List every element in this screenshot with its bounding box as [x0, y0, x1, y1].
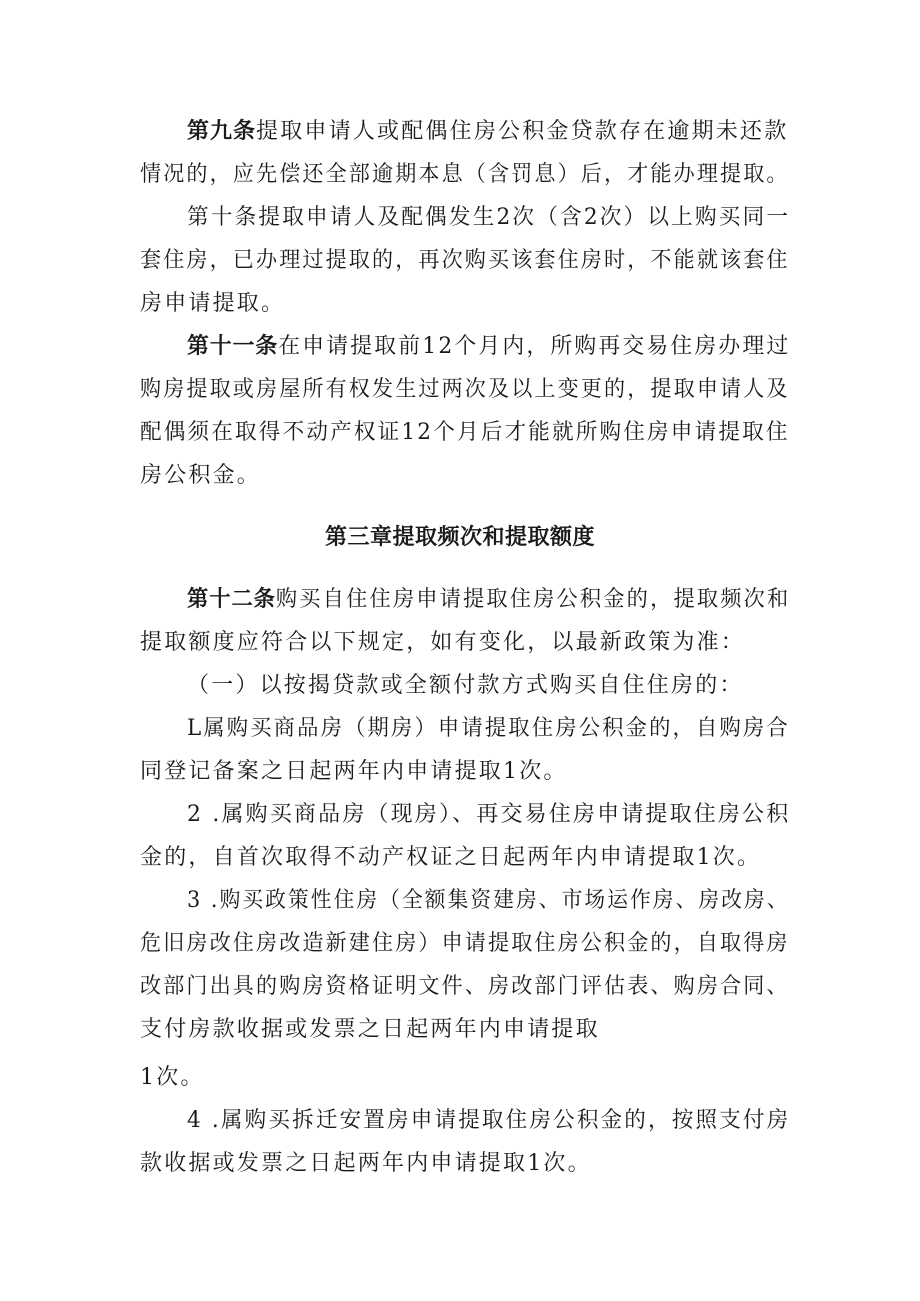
item-3-line-3: 改部门出具的购房资格证明文件、房改部门评估表、购房合同、 [140, 974, 790, 999]
article-11-line-2: 购房提取或房屋所有权发生过两次及以上变更的，提取申请人及 [140, 377, 790, 402]
item-3-line-2: 危旧房改住房改造新建住房）申请提取住房公积金的，自取得房 [140, 931, 790, 956]
item-a-line: （一）以按揭贷款或全额付款方式购买自住住房的： [187, 673, 744, 698]
article-9-label: 第九条 [187, 119, 257, 144]
article-12-text-1: 购买自住住房申请提取住房公积金的，提取频次和 [275, 587, 791, 612]
item-1-line-1: L属购买商品房（期房）申请提取住房公积金的，自购房合 [187, 716, 790, 741]
article-11-text-1: 在申请提取前12个月内，所购再交易住房办理过 [278, 334, 791, 359]
item-1-line-2: 同登记备案之日起两年内申请提取1次。 [140, 759, 568, 784]
item-3-line-1: 3 .购买政策性住房（全额集资建房、市场运作房、房改房、 [187, 888, 790, 913]
article-9-text-1: 提取申请人或配偶住房公积金贷款存在逾期未还款 [256, 119, 789, 144]
article-10-line-3: 房申请提取。 [140, 291, 286, 316]
item-3-line-4: 支付房款收据或发票之日起两年内申请提取 [140, 1017, 600, 1042]
article-11-line-1 [187, 332, 790, 362]
item-4-line-2: 款收据或发票之日起两年内申请提取1次。 [140, 1151, 592, 1176]
article-9-line-1 [187, 117, 788, 147]
item-2-line-1: 2 .属购买商品房（现房）、再交易住房申请提取住房公积 [187, 802, 791, 827]
item-2-line-2: 金的，自首次取得不动产权证之日起两年内申请提取1次。 [140, 845, 762, 870]
chapter-3-heading: 第三章提取频次和提取额度 [324, 525, 595, 550]
item-4-line-1: 4 .属购买拆迁安置房申请提取住房公积金的，按照支付房 [187, 1108, 791, 1133]
article-10-line-2: 套住房，已办理过提取的，再次购买该套住房时，不能就该套住 [140, 248, 790, 273]
article-12-line-1 [187, 585, 790, 615]
item-3-line-5: 1次。 [140, 1065, 205, 1090]
article-12-label: 第十二条 [187, 587, 276, 612]
article-11-label: 第十一条 [187, 334, 279, 359]
article-11-line-3: 配偶须在取得不动产权证12个月后才能就所购住房申请提取住 [140, 420, 790, 445]
article-12-line-2: 提取额度应符合以下规定，如有变化，以最新政策为准： [140, 630, 746, 655]
article-10-line-1: 第十条提取申请人及配偶发生2次（含2次）以上购买同一 [187, 205, 791, 230]
article-9-line-2: 情况的，应先偿还全部逾期本息（含罚息）后，才能办理提取。 [140, 162, 790, 187]
article-11-line-4: 房公积金。 [140, 463, 262, 488]
